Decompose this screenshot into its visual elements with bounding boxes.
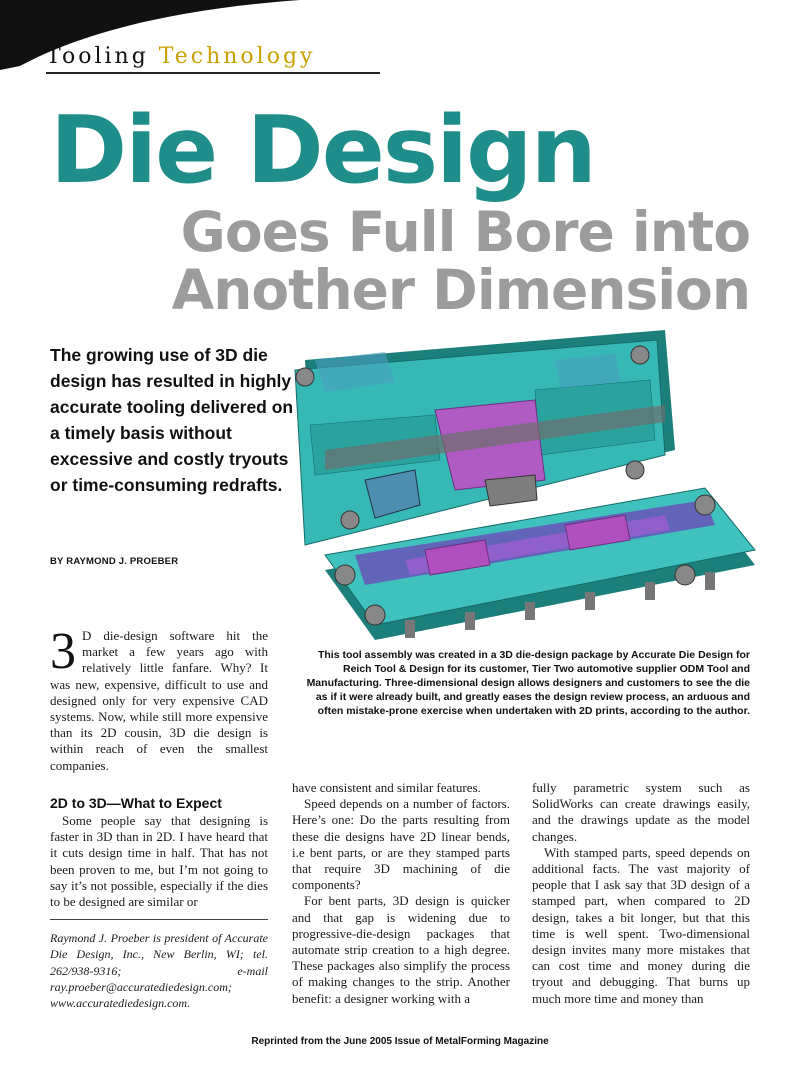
section-label-technology: Technology bbox=[158, 44, 316, 69]
column2-paragraph-1: have consistent and similar features. bbox=[292, 780, 481, 795]
reprint-footer: Reprinted from the June 2005 Issue of MetalForming Magazine bbox=[251, 1036, 549, 1047]
column2-paragraph-3: For bent parts, 3D design is quicker and that gap is widening due to progressive-die-design packages that automate strip creation to a high degree. These packages also simplify the process of making changes to the strip. Another benefit: a designer working with a bbox=[292, 893, 510, 1006]
drop-cap: 3 bbox=[50, 623, 76, 680]
header-rule bbox=[46, 72, 380, 74]
article-subtitle: Goes Full Bore into Another Dimension bbox=[171, 200, 750, 322]
column3-paragraph-1: fully parametric system such as SolidWorks can create drawings easily, and the drawings update as the model changes. bbox=[532, 780, 750, 844]
section-subhead: 2D to 3D—What to Expect bbox=[50, 795, 222, 811]
figure-caption: This tool assembly was created in a 3D die-design package by Accurate Die Design for Reich Tool & Design for its customer, Tier Two automotive supplier ODM Tool and Manufacturing. Three-dimensional design allows designers and customers to see the die as if it were already built, and greatly eases the design review process, an arduous and often mistake-prone exercise when undertaken with 2D prints, according to the author. bbox=[306, 649, 750, 717]
column2 bbox=[292, 780, 510, 1020]
author-bio: Raymond J. Proeber is president of Accurate Die Design, Inc., New Berlin, WI; tel. 262/938-9316; e-mail ray.proeber@accuratediedesign.com; www.accuratediedesign.com. bbox=[50, 931, 268, 1011]
die-assembly-illustration bbox=[285, 330, 765, 640]
column1-body bbox=[50, 813, 268, 913]
column3-paragraph-2: With stamped parts, speed depends on additional facts. The vast majority of people that I ask say that 3D design of a stamped part, when compared to 2D design, takes a bit longer, but that this time is well spent. Two-dimensional design invites many more mistakes that can cost time and money during die tryout and debugging. That burns up much more time and money than bbox=[532, 844, 750, 1006]
article-title: Die Design bbox=[50, 96, 595, 204]
section-label-tooling: Tooling bbox=[46, 44, 149, 69]
column1-paragraph: Some people say that designing is faster in 3D than in 2D. I have heard that it cuts design time in half. That has not been proven to me, but I’m not going to say it’s not possible, especially if the dies to be designed are similar or bbox=[50, 813, 268, 910]
article-deck: The growing use of 3D die design has resulted in highly accurate tooling delivered on a timely basis without excessive and costly tryouts or time-consuming redrafts. bbox=[50, 345, 294, 495]
intro-text: D die-design software hit the market a few years ago with relatively little fanfare. Why? It was new, expensive, difficult to use and designed only for very expensive CAD systems. Now, while still more expensive than its 2D cousin, 3D die design is within reach of even the smallest companies. bbox=[50, 628, 268, 773]
bio-divider bbox=[50, 919, 268, 920]
byline: BY RAYMOND J. PROEBER bbox=[50, 556, 179, 567]
intro-paragraph bbox=[50, 623, 268, 778]
section-label bbox=[46, 44, 386, 72]
column2-paragraph-2: Speed depends on a number of factors. Here’s one: Do the parts resulting from these die designs have 2D linear bends, i.e bent parts, or are they stamped parts that require 3D machining of die components? bbox=[292, 796, 510, 893]
column3 bbox=[532, 780, 750, 1020]
